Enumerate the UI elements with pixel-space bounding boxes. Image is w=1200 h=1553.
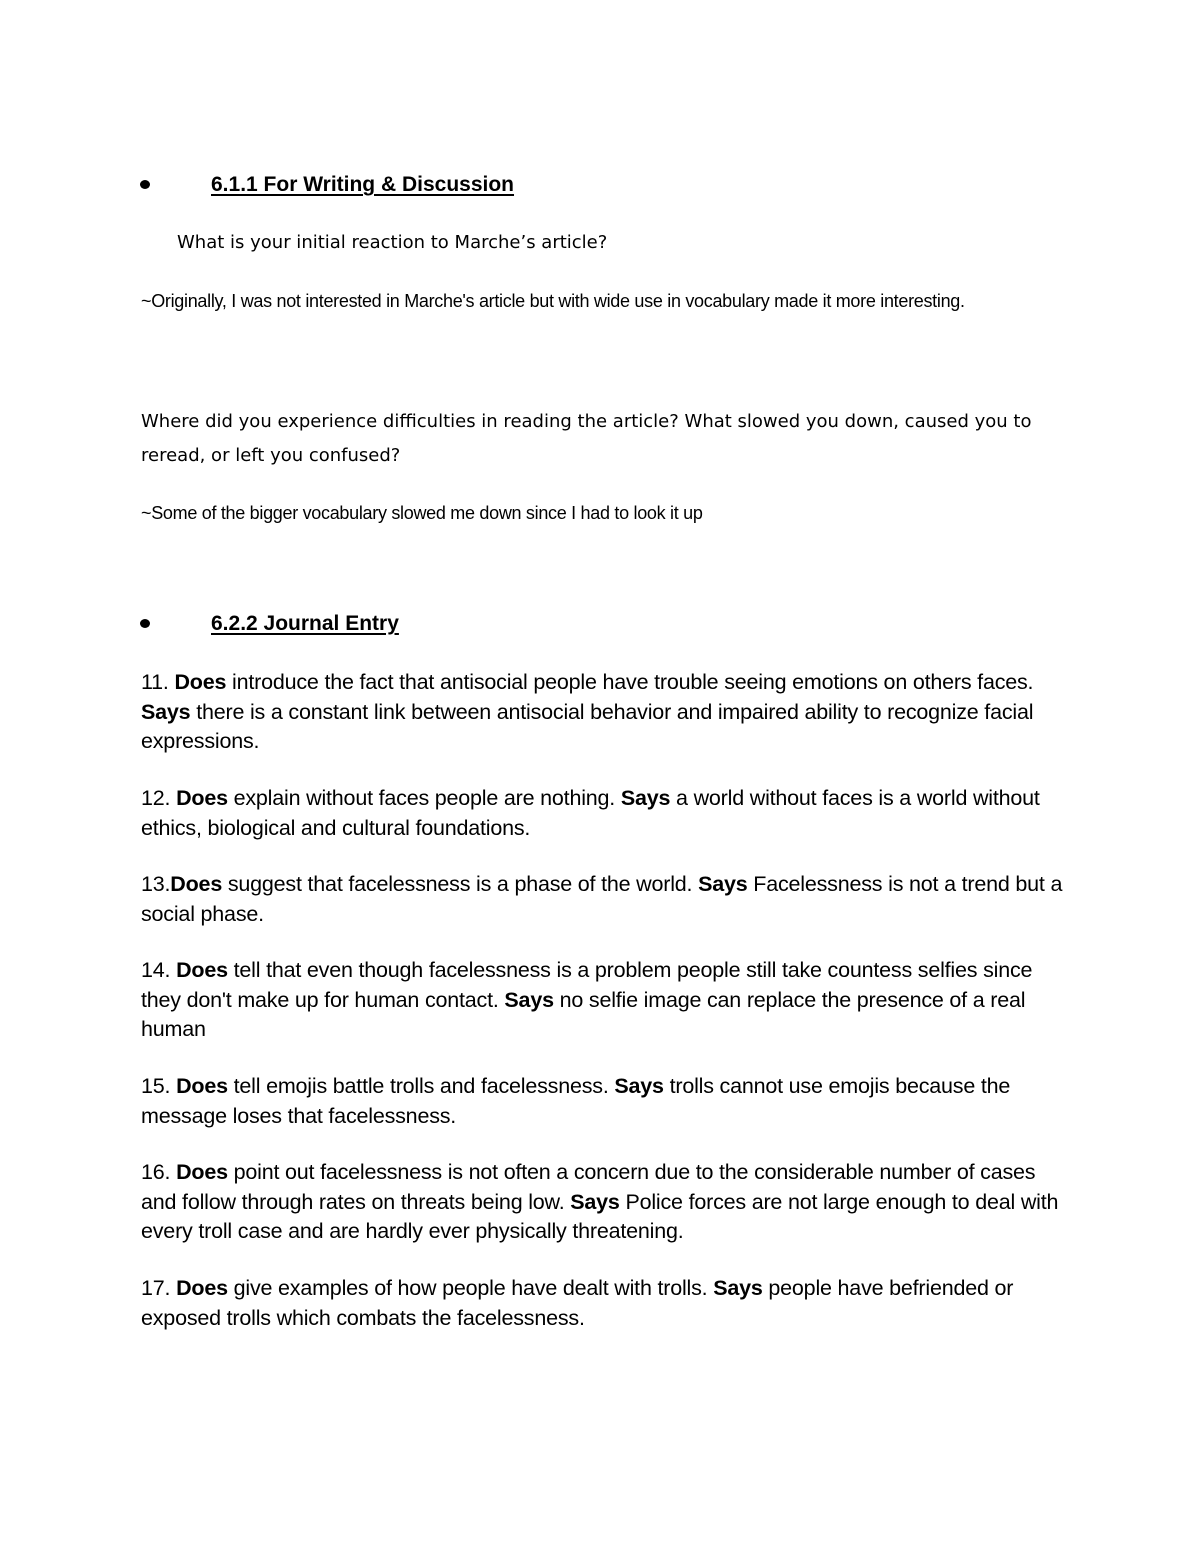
says-text: there is a constant link between antisocial behavior and impaired ability to recognize facial expressions.	[141, 699, 1034, 753]
says-label: Says	[570, 1189, 620, 1214]
journal-entry-16	[141, 1158, 1071, 1247]
says-label: Says	[698, 872, 748, 896]
does-text: point out facelessness is not often a concern due to the considerable number of cases and follow through rates on threats being low.	[141, 1160, 1036, 1214]
does-text: tell emojis battle trolls and facelessness.	[227, 1074, 615, 1098]
section-heading-writing-discussion	[140, 173, 1080, 203]
section-heading-journal-entry	[140, 612, 1080, 642]
does-text: suggest that facelessness is a phase of the world.	[222, 872, 699, 896]
says-text: trolls cannot use emojis because the message loses that facelessness.	[141, 1074, 1011, 1128]
does-label: Does	[170, 872, 223, 896]
says-text: a world without faces is a world without ethics, biological and cultural foundations.	[141, 786, 1040, 840]
does-text: introduce the fact that antisocial people have trouble seeing emotions on others faces.	[226, 670, 1034, 694]
says-text: no selfie image can replace the presence of a real human	[141, 987, 1026, 1041]
entry-number: 14.	[141, 958, 177, 982]
answer-initial-reaction: ~Originally, I was not interested in Marche's article but with wide use in vocabulary made it more interesting.	[141, 291, 965, 311]
entry-number: 13.	[141, 872, 171, 896]
journal-entry-11	[141, 668, 1071, 757]
does-label: Does	[174, 670, 227, 694]
entry-number: 15.	[141, 1074, 177, 1098]
says-text: Police forces are not large enough to deal with every troll case and are hardly ever physically threatening.	[141, 1189, 1059, 1243]
does-label: Does	[176, 958, 228, 982]
journal-entry-14	[141, 956, 1071, 1045]
says-text: people have befriended or exposed trolls which combats the facelessness.	[141, 1276, 1014, 1330]
says-label: Says	[620, 786, 671, 810]
says-label: Says	[141, 699, 191, 724]
entry-number: 12.	[141, 786, 177, 810]
entry-number: 16.	[141, 1160, 177, 1184]
entry-number: 17.	[141, 1276, 177, 1300]
question-initial-reaction: What is your initial reaction to Marche’s article?	[177, 232, 608, 253]
journal-entry-12	[141, 784, 1071, 843]
does-label: Does	[176, 1074, 228, 1098]
does-label: Does	[176, 1276, 228, 1300]
says-label: Says	[713, 1276, 763, 1300]
does-text: explain without faces people are nothing.	[227, 786, 621, 810]
journal-entry-17	[141, 1274, 1071, 1333]
says-label: Says	[614, 1074, 664, 1098]
journal-entry-13	[141, 870, 1071, 929]
says-label: Says	[504, 987, 554, 1012]
bullet-icon	[140, 180, 150, 189]
heading-text: 6.2.2 Journal Entry	[211, 612, 399, 635]
heading-text: 6.1.1 For Writing & Discussion	[211, 173, 515, 196]
does-label: Does	[176, 1160, 228, 1184]
entry-number: 11.	[141, 670, 175, 694]
question-difficulties: Where did you experience difficulties in reading the article? What slowed you down, caused you to reread, or left you confused?	[141, 411, 1032, 466]
does-text: tell that even though facelessness is a problem people still take countess selfies since they don't make up for human contact.	[141, 958, 1033, 1012]
journal-entry-15	[141, 1072, 1071, 1131]
bullet-icon	[140, 619, 150, 628]
answer-difficulties: ~Some of the bigger vocabulary slowed me down since I had to look it up	[141, 503, 703, 523]
says-text: Facelessness is not a trend but a social phase.	[141, 872, 1063, 926]
does-label: Does	[176, 786, 228, 810]
does-text: give examples of how people have dealt with trolls.	[227, 1276, 714, 1300]
